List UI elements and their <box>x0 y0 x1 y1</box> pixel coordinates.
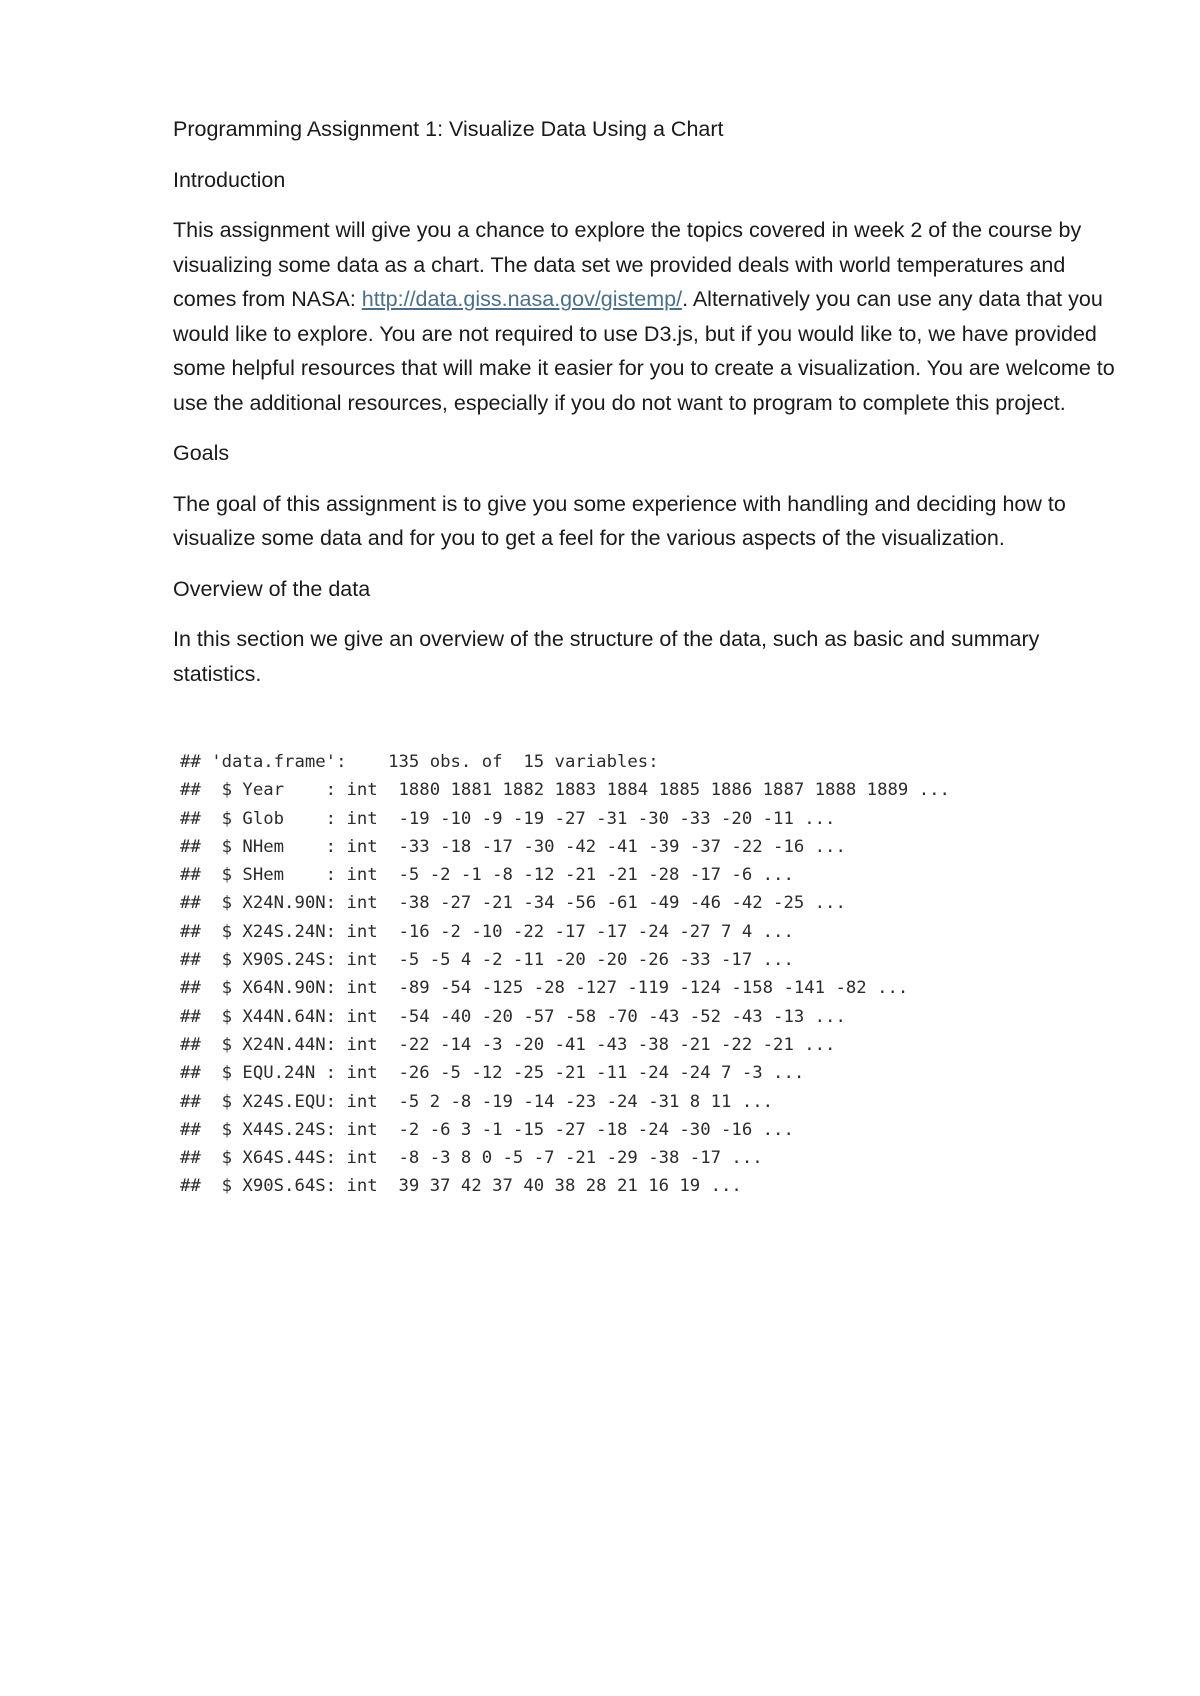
document-title: Programming Assignment 1: Visualize Data Using a Chart <box>173 117 724 141</box>
code-line: ## $ EQU.24N : int -26 -5 -12 -25 -21 -11 -24 -24 7 -3 ... <box>180 1063 805 1084</box>
introduction-paragraph <box>173 213 1133 420</box>
code-line: ## $ X90S.64S: int 39 37 42 37 40 38 28 21 16 19 ... <box>180 1176 742 1197</box>
introduction-text-end: . Alternatively you can use any data that you would like to explore. You are not required to use D3.js, but if you would like to, we have provided some helpful resources that will make it easier for you to create a visualization. You are welcome to use the additional resources, especially if you do not want to program to complete this project. <box>173 287 1115 415</box>
code-line: ## $ X24S.24N: int -16 -2 -10 -22 -17 -17 -24 -27 7 4 ... <box>180 921 794 942</box>
code-line: ## $ X64S.44S: int -8 -3 8 0 -5 -7 -21 -29 -38 -17 ... <box>180 1148 763 1169</box>
code-line: ## $ Year : int 1880 1881 1882 1883 1884 1885 1886 1887 1888 1889 ... <box>180 780 950 801</box>
code-line: ## $ X64N.90N: int -89 -54 -125 -28 -127 -119 -124 -158 -141 -82 ... <box>180 978 909 999</box>
goals-heading: Goals <box>173 441 230 465</box>
code-line: ## $ SHem : int -5 -2 -1 -8 -12 -21 -21 -28 -17 -6 ... <box>180 865 794 886</box>
introduction-heading: Introduction <box>173 167 286 192</box>
r-str-output-block <box>180 748 950 1201</box>
code-line: ## $ NHem : int -33 -18 -17 -30 -42 -41 -39 -37 -22 -16 ... <box>180 836 846 857</box>
code-line: ## $ X24N.44N: int -22 -14 -3 -20 -41 -43 -38 -21 -22 -21 ... <box>180 1034 836 1055</box>
goals-paragraph: The goal of this assignment is to give you some experience with handling and deciding how to visualize some data and for you to get a feel for the various aspects of the visualization. <box>173 491 1066 550</box>
code-line: ## $ Glob : int -19 -10 -9 -19 -27 -31 -30 -33 -20 -11 ... <box>180 808 836 829</box>
code-line: ## $ X90S.24S: int -5 -5 4 -2 -11 -20 -20 -26 -33 -17 ... <box>180 950 794 971</box>
code-line: ## $ X44N.64N: int -54 -40 -20 -57 -58 -70 -43 -52 -43 -13 ... <box>180 1006 846 1027</box>
code-line: ## $ X24N.90N: int -38 -27 -21 -34 -56 -61 -49 -46 -42 -25 ... <box>180 893 846 914</box>
document-body <box>173 112 1133 707</box>
code-line: ## 'data.frame': 135 obs. of 15 variables: <box>180 752 659 772</box>
nasa-gistemp-link[interactable]: http://data.giss.nasa.gov/gistemp/ <box>361 287 683 311</box>
code-line: ## $ X24S.EQU: int -5 2 -8 -19 -14 -23 -24 -31 8 11 ... <box>180 1091 774 1112</box>
overview-heading: Overview of the data <box>173 576 371 601</box>
introduction-text-start: This assignment will give you a chance to explore the topics covered in week 2 of the course by visualizing some data as a chart. The data set we provided deals with world temperatures and comes from NASA: <box>173 218 1082 311</box>
code-line: ## $ X44S.24S: int -2 -6 3 -1 -15 -27 -18 -24 -30 -16 ... <box>180 1119 794 1140</box>
overview-paragraph: In this section we give an overview of the structure of the data, such as basic and summary statistics. <box>173 627 1040 686</box>
